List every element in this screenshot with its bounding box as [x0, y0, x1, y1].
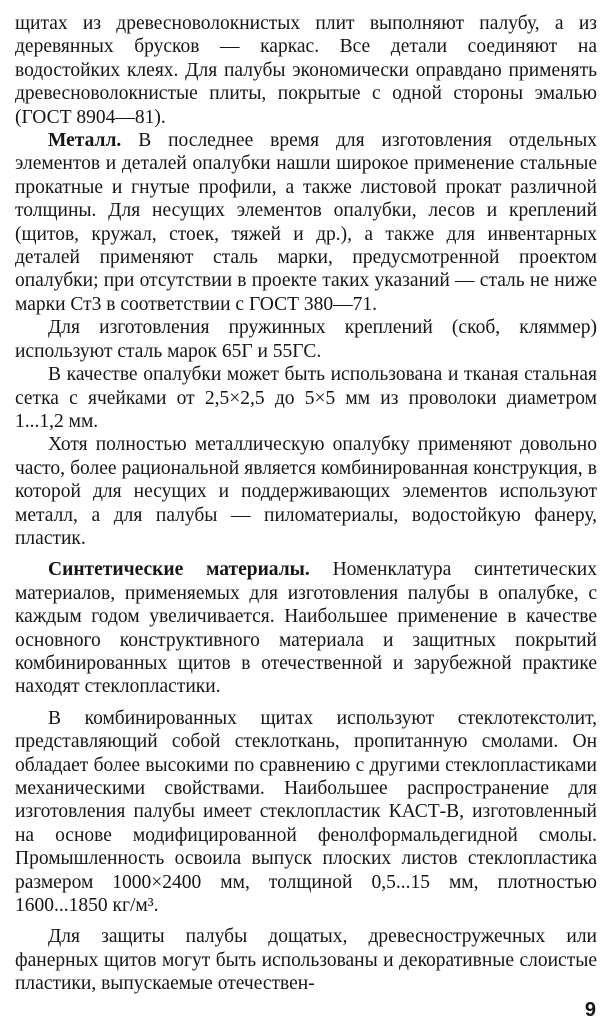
paragraph-synthetic: [15, 558, 597, 698]
page-number: 9: [584, 998, 596, 1021]
heading-synthetic: Синтетические материалы.: [48, 559, 310, 581]
paragraph-1: щитах из древесноволокнистых плит выполняют палубу, а из деревянных брусков — каркас. Все детали соединяют на водостойких клеях. Для палубы экономически оправдано применять древесноволокнистые плиты, покрытые с одной стороны эмалью (ГОСТ 8904—81).: [15, 13, 597, 128]
paragraph-5: Хотя полностью металлическую опалубку применяют довольно часто, более рациональной является комбинированная конструкция, в которой для несущих и поддерживающих элементов используют металл, а для палубы — пиломатериалы, водостойкую фанеру, пластик.: [15, 434, 597, 549]
paragraph-8: Для защиты палубы дощатых, древесностружечных или фанерных щитов могут быть использованы и декоративные слоистые пластики, выпускаемые отечествен-: [15, 926, 597, 995]
paragraph-4: В качестве опалубки может быть использована и тканая стальная сетка с ячейками от 2,5×2,5 до 5×5 мм из проволоки диаметром 1...1,2 мм.: [15, 364, 597, 432]
paragraph-7: В комбинированных щитах используют стеклотекстолит, представляющий собой стеклоткань, пропитанную смолами. Он обладает более высокими по сравнению с другими стеклопластиками механическими свойствами. Наибольшее распространение для изготовления палубы имеет стеклопластик КАСТ-В, изготовленный на основе модифицированной фенолформальдегидной смолы. Промышленность освоила выпуск плоских листов стеклопластика размером 1000×2400 мм, толщиной 0,5...15 мм, плотностью 1600...1850 кг/м³.: [15, 707, 597, 917]
paragraph-3: Для изготовления пружинных креплений (скоб, кляммер) используют сталь марок 65Г и 55ГС.: [15, 317, 597, 362]
paragraph-metal-text: В последнее время для изготовления отдельных элементов и деталей опалубки нашли широкое применение стальные прокатные и гнутые профили, а также листовой прокат различной толщины. Для несущих элементов опалубки, лесов и креплений (щитов, кружал, стоек, тяжей и др.), а также для инвентарных деталей применяют сталь марки, предусмотренной проектом опалубки; при отсутствии в проекте таких указаний — сталь не ниже марки Ст3 в соответствии с ГОСТ 380—71.: [15, 130, 597, 315]
paragraph-metal: [15, 129, 597, 316]
heading-metal: Металл.: [48, 130, 122, 152]
paragraph-synthetic-text: Номенклатура синтетических материалов, применяемых для изготовления палубы в опалубке, с каждым годом увеличивается. Наибольшее применение в качестве основного конструктивного материала и защитных покрытий комбинированных щитов в отечественной и зарубежной практике находят стеклопластики.: [15, 559, 597, 698]
